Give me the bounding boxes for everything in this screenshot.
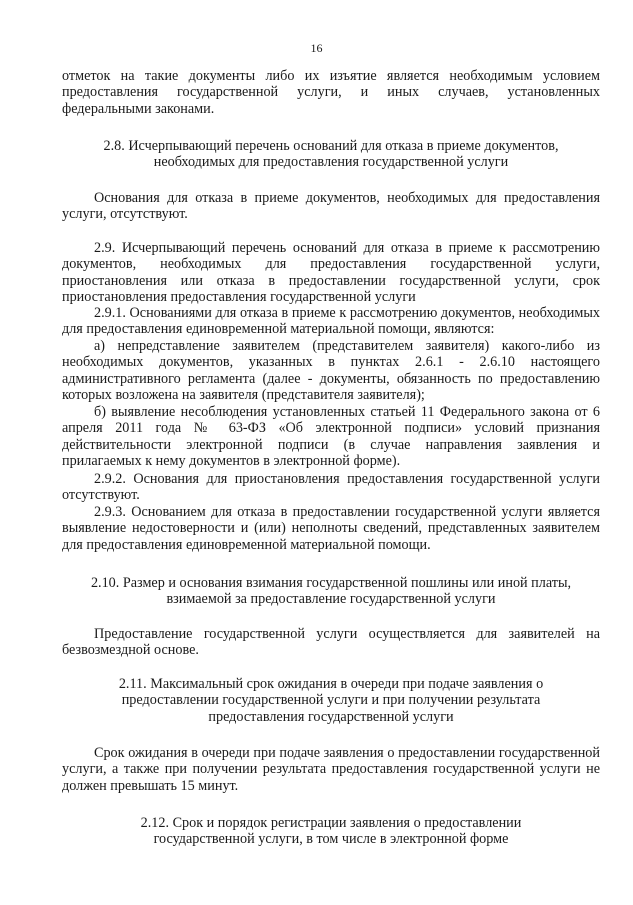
heading-line: 2.8. Исчерпывающий перечень оснований для отказа в приеме документов, (103, 138, 559, 154)
heading-line: 2.11. Максимальный срок ожидания в очереди при подаче заявления о (118, 676, 544, 692)
heading-line: 2.10. Размер и основания взимания государственной пошлины или иной платы, (90, 575, 572, 591)
heading-line: государственной услуги, в том числе в электронной форме (153, 831, 509, 848)
section-2-10-heading (62, 575, 600, 608)
section-2-11-heading (62, 676, 600, 725)
list-item-a: а) непредставление заявителем (представителем заявителя) какого-либо из необходимых документов, указанных в пунктах 2.6.1 - 2.6.10 настоящего административного регламента (далее - документы, обязанность по предоставлению которых возложена на заявителя (представителя заявителя); (62, 338, 600, 404)
heading-line: предоставлении государственной услуги и при получении результата (121, 692, 541, 709)
section-2-11-body: Срок ожидания в очереди при подаче заявления о предоставлении государственной услуги, а также при получении результата предоставления государственной услуги не должен превышать 15 минут. (62, 745, 600, 794)
heading-line: 2.12. Срок и порядок регистрации заявления о предоставлении (140, 815, 522, 831)
paragraph-2-9-2: 2.9.2. Основания для приостановления предоставления государственной услуги отсутствуют. (62, 471, 600, 504)
intro-paragraph: отметок на такие документы либо их изъятие является необходимым условием предоставления государственной услуги, и иных случаев, установленных федеральными законами. (62, 68, 600, 117)
section-2-9-heading: 2.9. Исчерпывающий перечень оснований для отказа в приеме к рассмотрению документов, необходимых для предоставления государственной услуги, приостановления или отказа в предоставлении государственной услуги, срок приостановления предоставления государственной услуги (62, 240, 600, 306)
section-2-8-body: Основания для отказа в приеме документов, необходимых для предоставления услуги, отсутствуют. (62, 190, 600, 223)
list-item-b: б) выявление несоблюдения установленных статьей 11 Федерального закона от 6 апреля 2011 года № 63-ФЗ «Об электронной подписи» условий признания действительности электронной подписи (в случае направления заявления и прилагаемых к нему документов в электронной форме). (62, 404, 600, 470)
paragraph-2-9-3: 2.9.3. Основанием для отказа в предоставлении государственной услуги является выявление недостоверности и (или) неполноты сведений, представленных заявителем для предоставления единовременной материальной помощи. (62, 504, 600, 553)
section-2-8-heading (62, 138, 600, 171)
page-number: 16 (310, 41, 323, 55)
heading-line: необходимых для предоставления государственной услуги (153, 154, 509, 171)
heading-line: предоставления государственной услуги (208, 708, 454, 725)
section-2-12-heading (62, 815, 600, 848)
heading-line: взимаемой за предоставление государственной услуги (166, 591, 496, 608)
paragraph-2-9-1: 2.9.1. Основаниями для отказа в приеме к рассмотрению документов, необходимых для предоставления единовременной материальной помощи, являются: (62, 305, 600, 338)
section-2-10-body: Предоставление государственной услуги осуществляется для заявителей на безвозмездной основе. (62, 626, 600, 659)
